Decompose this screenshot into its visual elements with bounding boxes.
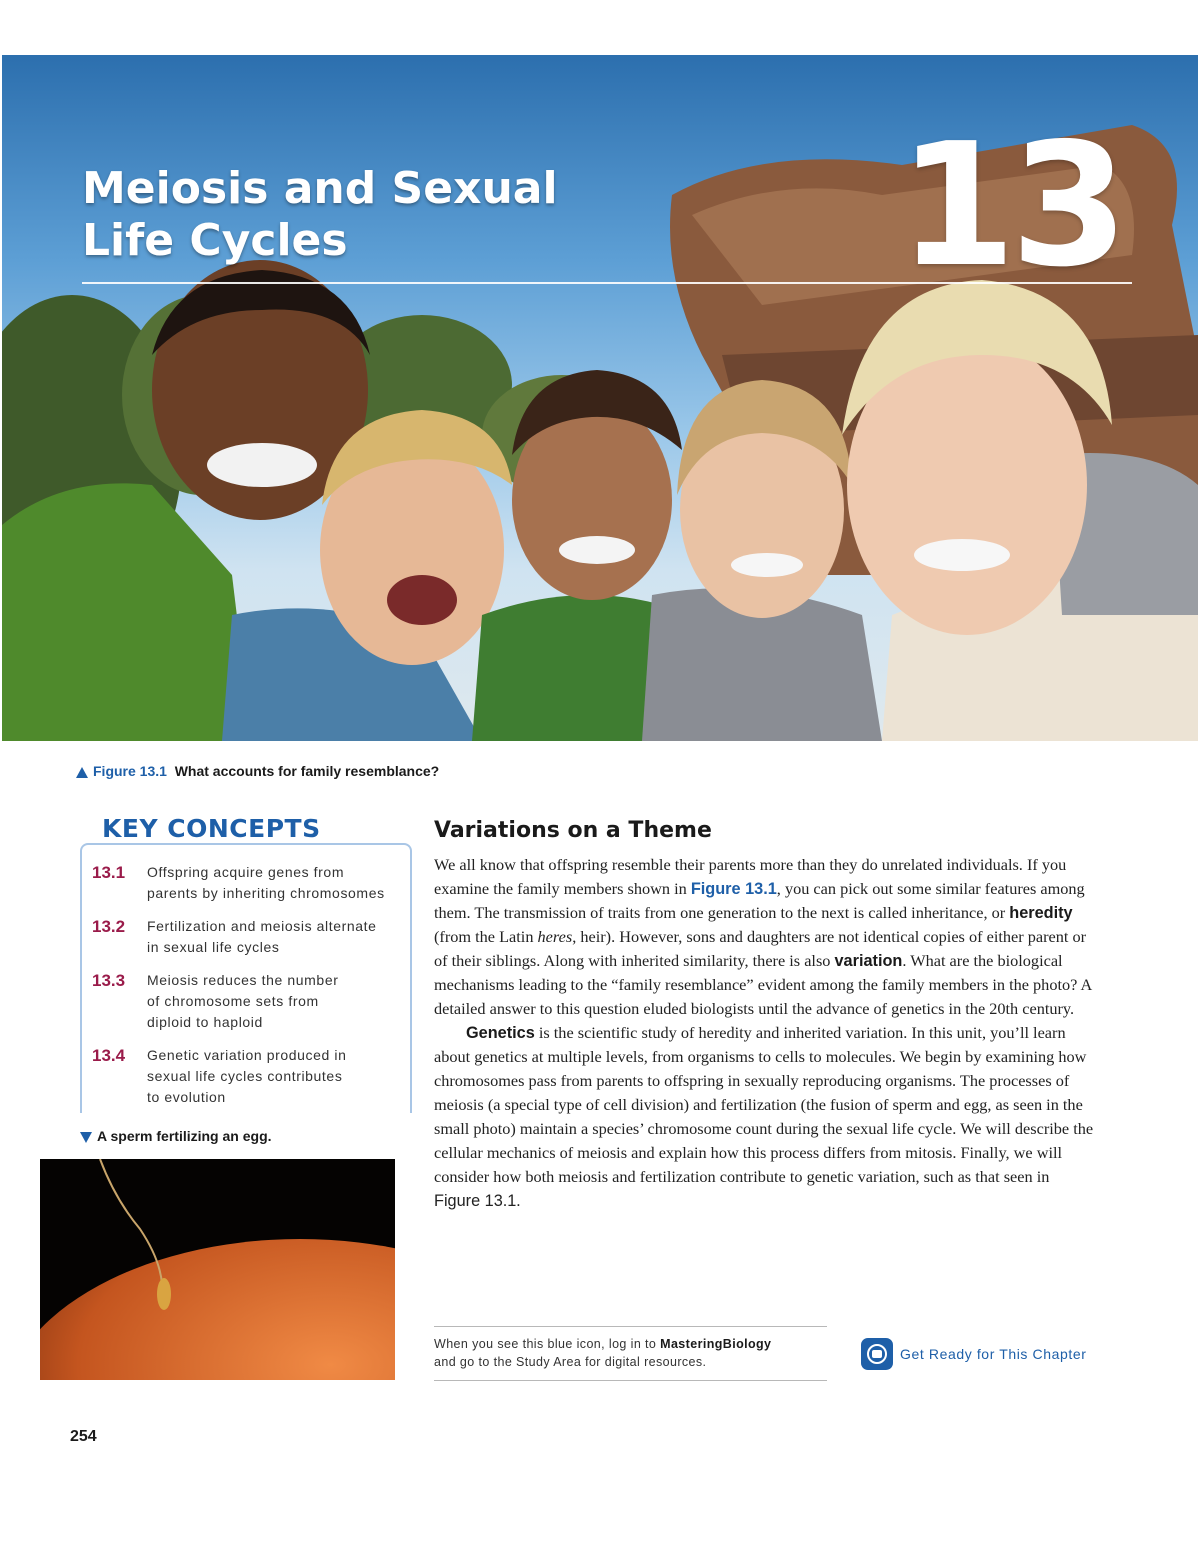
key-concept-text <box>147 916 377 958</box>
text-run: (from the Latin <box>434 927 538 946</box>
key-concept-line: of chromosome sets from <box>147 993 319 1009</box>
text-run: . What are the biological mechanisms leading to the “family resemblance” evident among the family members in the photo? A detailed answer to this question eluded biologists until the advance of genetics in the 20th century. <box>434 951 1092 1018</box>
key-concept-line: Fertilization and meiosis alternate <box>147 918 377 934</box>
chapter-title-line-2: Life Cycles <box>82 215 348 266</box>
key-concept-number: 13.1 <box>92 863 126 882</box>
latin-term: heres <box>537 927 573 946</box>
body-text <box>434 853 1094 1213</box>
key-concept-item <box>92 1045 412 1108</box>
page-number: 254 <box>70 1428 97 1445</box>
brand-name: MasteringBiology <box>660 1337 772 1351</box>
key-concept-text <box>147 970 338 1033</box>
figure-reference: Figure 13.1 <box>434 1192 517 1210</box>
key-concept-item <box>92 916 412 958</box>
chapter-number: 13 <box>898 107 1123 305</box>
key-concept-line: to evolution <box>147 1089 226 1105</box>
mastering-biology-icon[interactable] <box>861 1338 893 1370</box>
key-concept-line: Offspring acquire genes from <box>147 864 345 880</box>
section-title: Variations on a Theme <box>434 818 712 843</box>
key-concept-item <box>92 862 412 904</box>
sperm-egg-illustration <box>40 1159 395 1380</box>
key-concept-number: 13.3 <box>92 971 126 990</box>
key-concept-line: diploid to haploid <box>147 1014 263 1030</box>
note-text: When you see this blue icon, log in to <box>434 1337 661 1351</box>
get-ready-link[interactable] <box>861 1338 1087 1370</box>
small-photo-caption-text: A sperm fertilizing an egg. <box>97 1128 272 1144</box>
key-term: Genetics <box>466 1024 535 1042</box>
paragraph-2 <box>434 1021 1094 1213</box>
text-run: , you can pick out some similar features among them. The transmission of traits from one generation to the next is called inheritance, or <box>434 879 1085 922</box>
key-concept-line: sexual life cycles contributes <box>147 1068 343 1084</box>
caret-up-icon <box>76 767 88 778</box>
key-concept-number: 13.4 <box>92 1046 126 1065</box>
figure-caption <box>76 763 439 779</box>
key-concept-line: in sexual life cycles <box>147 939 280 955</box>
sperm-egg-photo <box>40 1159 395 1380</box>
key-concept-item <box>92 970 412 1033</box>
figure-reference-link[interactable]: Figure 13.1 <box>690 880 777 898</box>
key-concepts-list <box>92 862 412 1120</box>
chapter-title <box>82 163 558 267</box>
key-concept-text <box>147 862 385 904</box>
small-photo-caption <box>80 1128 272 1144</box>
key-concepts-heading: KEY CONCEPTS <box>102 814 321 843</box>
text-run: , heir). However, sons and daughters are not identical copies of either parent or of their siblings. Along with inherited similarity, there is also <box>434 927 1087 970</box>
key-term: variation <box>834 952 903 970</box>
figure-label: Figure 13.1 <box>93 763 167 779</box>
figure-caption-text: What accounts for family resemblance? <box>174 763 440 779</box>
key-concept-line: Genetic variation produced in <box>147 1047 347 1063</box>
key-concept-number: 13.2 <box>92 917 126 936</box>
text-run: is the scientific study of heredity and inherited variation. In this unit, you’ll learn about genetics at multiple levels, from organisms to cells to molecules. We begin by examining how chromosomes pass from parents to offspring in sexually reproducing organisms. The processes of meiosis (a special type of cell division) and fertilization (the fusion of sperm and egg, as seen in the small photo) maintain a species’ chromosome count during the sexual life cycle. We will describe the cellular mechanics of meiosis and explain how this process differs from mitosis. Finally, we will consider how both meiosis and fertilization contribute to genetic variation, such as that seen in <box>434 1023 1094 1186</box>
key-concept-text <box>147 1045 347 1108</box>
key-term: heredity <box>1009 904 1073 922</box>
mastering-biology-note <box>434 1326 827 1381</box>
note-text: and go to the Study Area for digital resources. <box>434 1355 707 1369</box>
get-ready-label[interactable]: Get Ready for This Chapter <box>900 1346 1087 1362</box>
text-run: We all know that offspring resemble their parents more than they do unrelated individuals. If you examine the family members shown in <box>434 855 1067 898</box>
text-run: . <box>516 1191 521 1210</box>
caret-down-icon <box>80 1132 92 1143</box>
paragraph-1 <box>434 853 1094 1021</box>
chapter-opener-photo <box>2 55 1198 741</box>
key-concept-line: Meiosis reduces the number <box>147 972 339 988</box>
chapter-title-line-1: Meiosis and Sexual <box>82 163 558 214</box>
key-concept-line: parents by inheriting chromosomes <box>147 885 385 901</box>
